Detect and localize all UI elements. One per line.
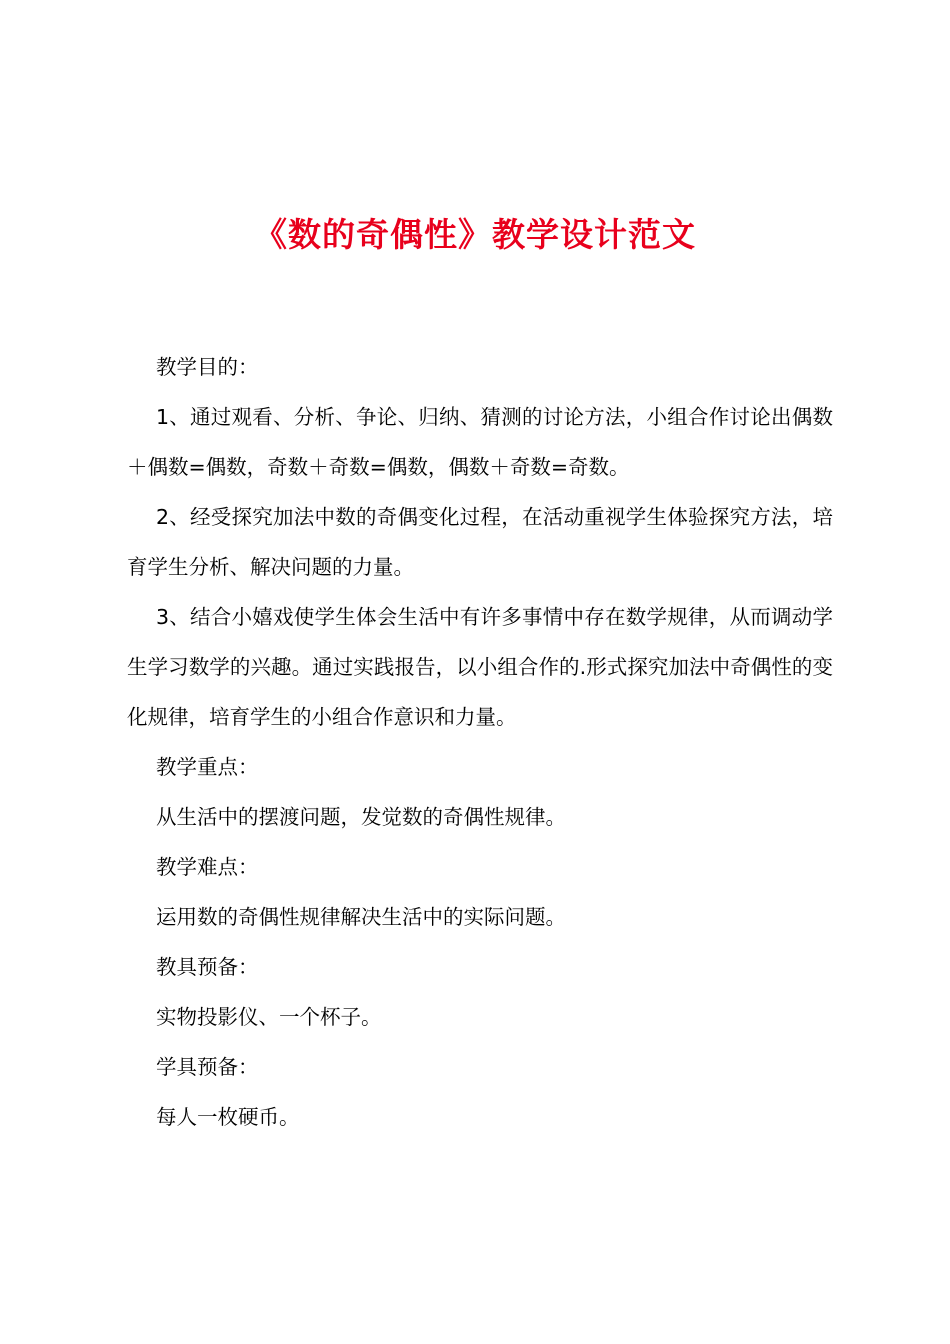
paragraph-key-point-heading: 教学重点：: [156, 755, 259, 779]
paragraph-teaching-aids-heading: 教具预备：: [156, 955, 259, 979]
paragraph-objective-2: 2、经受探究加法中数的奇偶变化过程，在活动重视学生体验探究方法，培育学生分析、解决问题的力量。: [127, 505, 833, 579]
paragraph-key-point: 从生活中的摆渡问题，发觉数的奇偶性规律。: [156, 805, 566, 829]
paragraph-learning-aids-heading: 学具预备：: [156, 1055, 259, 1079]
paragraph-learning-aids: 每人一枚硬币。: [156, 1105, 300, 1129]
paragraph-difficulty-heading: 教学难点：: [156, 855, 259, 879]
paragraph-difficulty: 运用数的奇偶性规律解决生活中的实际问题。: [156, 905, 566, 929]
paragraph-objectives-heading: 教学目的：: [156, 355, 259, 379]
document-body: [127, 342, 833, 1142]
paragraph-objective-3: 3、结合小嬉戏使学生体会生活中有许多事情中存在数学规律，从而调动学生学习数学的兴趣。通过实践报告，以小组合作的.形式探究加法中奇偶性的变化规律，培育学生的小组合作意识和力量。: [127, 605, 833, 729]
document-title: 《数的奇偶性》教学设计范文: [254, 215, 696, 254]
paragraph-teaching-aids: 实物投影仪、一个杯子。: [156, 1005, 382, 1029]
paragraph-objective-1: 1、通过观看、分析、争论、归纳、猜测的讨论方法，小组合作讨论出偶数＋偶数=偶数，奇数＋奇数=偶数，偶数＋奇数=奇数。: [127, 405, 833, 479]
